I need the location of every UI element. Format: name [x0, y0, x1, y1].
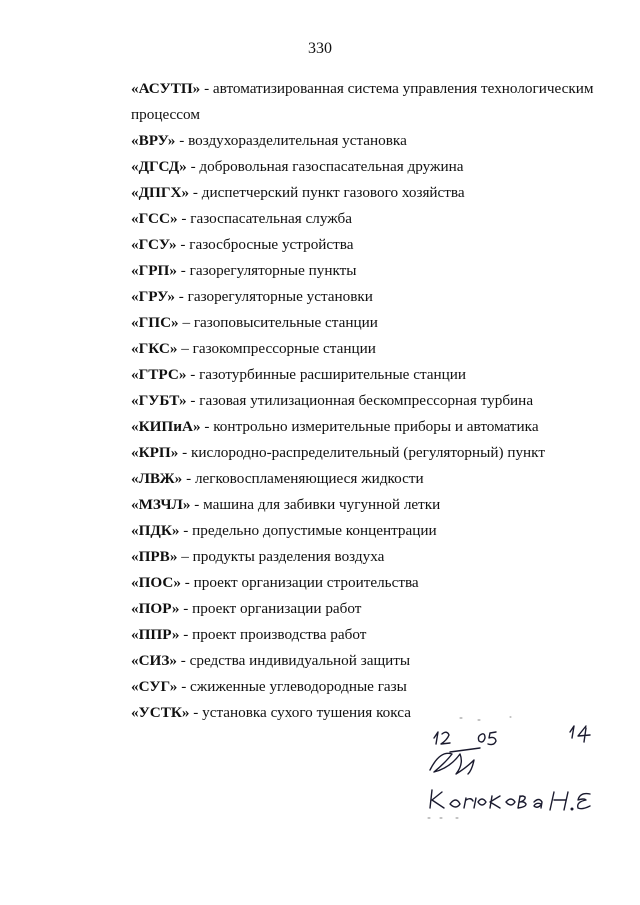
abbreviation-separator: –: [177, 340, 193, 357]
abbreviation-item: [131, 76, 621, 128]
abbreviation-separator: -: [190, 496, 204, 513]
abbreviation-definition: газоповысительные станции: [193, 314, 378, 331]
abbreviation-term: «ГУБТ»: [131, 392, 187, 409]
abbreviation-definition: газокомпрессорные станции: [192, 340, 376, 357]
abbreviation-definition: сжиженные углеводородные газы: [190, 678, 407, 695]
abbreviation-item: [131, 336, 621, 362]
abbreviation-separator: -: [176, 262, 190, 279]
abbreviation-definition: установка сухого тушения кокса: [202, 704, 411, 721]
abbreviation-separator: -: [189, 184, 202, 201]
abbreviation-item: [131, 648, 621, 674]
abbreviation-term: «ПОР»: [131, 600, 180, 617]
abbreviation-separator: -: [186, 366, 200, 383]
abbreviation-separator: -: [200, 418, 214, 435]
abbreviation-term: «КИПиА»: [131, 418, 201, 435]
abbreviation-item: [131, 180, 621, 206]
abbreviation-item: [131, 492, 621, 518]
abbreviation-item: [131, 518, 621, 544]
abbreviation-term: «СУГ»: [131, 678, 178, 695]
abbreviation-term: «ДПГХ»: [131, 184, 190, 201]
abbreviation-term: «ГПС»: [131, 314, 179, 331]
abbreviation-separator: -: [177, 210, 191, 227]
abbreviation-term: «ГРП»: [131, 262, 177, 279]
abbreviation-item: [131, 232, 621, 258]
abbreviation-term: «ДГСД»: [131, 158, 187, 175]
abbreviation-definition: добровольная газоспасательная дружина: [199, 158, 464, 175]
abbreviation-item: [131, 284, 621, 310]
abbreviation-item: [131, 362, 621, 388]
abbreviation-definition: газотурбинные расширительные станции: [199, 366, 467, 383]
abbreviation-separator: -: [178, 444, 191, 461]
abbreviation-definition: газорегуляторные установки: [187, 288, 373, 305]
abbreviation-separator: -: [182, 470, 195, 487]
abbreviation-separator: -: [177, 678, 191, 695]
abbreviation-definition: проект организации работ: [192, 600, 362, 617]
abbreviation-item: [131, 388, 621, 414]
abbreviation-item: [131, 544, 621, 570]
abbreviation-separator: -: [175, 132, 189, 149]
abbreviation-item: [131, 206, 621, 232]
abbreviation-separator: -: [186, 392, 200, 409]
abbreviation-definition: средства индивидуальной защиты: [189, 652, 411, 669]
abbreviation-definition: газоспасательная служба: [190, 210, 352, 227]
abbreviation-item: [131, 596, 621, 622]
abbreviation-definition: диспетчерский пункт газового хозяйства: [201, 184, 465, 201]
abbreviation-item: [131, 258, 621, 284]
abbreviation-list: [131, 76, 621, 726]
abbreviation-term: «ПРВ»: [131, 548, 178, 565]
abbreviation-term: «ППР»: [131, 626, 180, 643]
abbreviation-separator: –: [178, 314, 194, 331]
abbreviation-definition: предельно допустимые концентрации: [192, 522, 437, 539]
abbreviation-item: [131, 440, 621, 466]
abbreviation-item: [131, 154, 621, 180]
abbreviation-separator: -: [179, 626, 193, 643]
abbreviation-item: [131, 570, 621, 596]
abbreviation-term: «МЗЧЛ»: [131, 496, 191, 513]
abbreviation-definition: газорегуляторные пункты: [189, 262, 357, 279]
abbreviation-term: «УСТК»: [131, 704, 190, 721]
abbreviation-item: [131, 128, 621, 154]
abbreviation-separator: -: [180, 574, 194, 591]
abbreviation-separator: -: [174, 288, 188, 305]
abbreviation-definition: газовая утилизационная бескомпрессорная турбина: [199, 392, 534, 409]
abbreviation-term: «КРП»: [131, 444, 179, 461]
abbreviation-definition: легковоспламеняющиеся жидкости: [194, 470, 424, 487]
abbreviation-item: [131, 414, 621, 440]
abbreviation-definition: воздухоразделительная установка: [188, 132, 407, 149]
abbreviation-term: «ГРУ»: [131, 288, 175, 305]
abbreviation-term: «ВРУ»: [131, 132, 176, 149]
abbreviation-definition: автоматизированная система управления технологическим процессом: [131, 80, 594, 123]
abbreviation-separator: -: [200, 80, 213, 97]
abbreviation-term: «ПОС»: [131, 574, 181, 591]
abbreviation-definition: кислородно-распределительный (регуляторный) пункт: [190, 444, 545, 461]
abbreviation-definition: продукты разделения воздуха: [192, 548, 385, 565]
abbreviation-separator: -: [179, 600, 193, 617]
abbreviation-item: [131, 674, 621, 700]
abbreviation-term: «ЛВЖ»: [131, 470, 183, 487]
abbreviation-separator: -: [189, 704, 203, 721]
abbreviation-item: [131, 310, 621, 336]
abbreviation-definition: газосбросные устройства: [189, 236, 354, 253]
abbreviation-separator: -: [176, 236, 190, 253]
abbreviation-term: «ГСУ»: [131, 236, 177, 253]
abbreviation-definition: машина для забивки чугунной летки: [203, 496, 441, 513]
abbreviation-term: «ПДК»: [131, 522, 180, 539]
page-number: 330: [308, 40, 332, 57]
abbreviation-separator: –: [177, 548, 193, 565]
abbreviation-definition: проект организации строительства: [193, 574, 419, 591]
abbreviation-term: «ГТРС»: [131, 366, 187, 383]
abbreviation-item: [131, 466, 621, 492]
abbreviation-term: «АСУТП»: [131, 80, 201, 97]
abbreviation-separator: -: [186, 158, 200, 175]
abbreviation-term: «СИЗ»: [131, 652, 177, 669]
handwritten-signature: [420, 712, 610, 822]
abbreviation-definition: проект производства работ: [192, 626, 367, 643]
abbreviation-term: «ГСС»: [131, 210, 178, 227]
abbreviation-term: «ГКС»: [131, 340, 178, 357]
abbreviation-separator: -: [177, 652, 190, 669]
abbreviation-separator: -: [179, 522, 193, 539]
abbreviation-item: [131, 622, 621, 648]
abbreviation-definition: контрольно измерительные приборы и автоматика: [213, 418, 539, 435]
